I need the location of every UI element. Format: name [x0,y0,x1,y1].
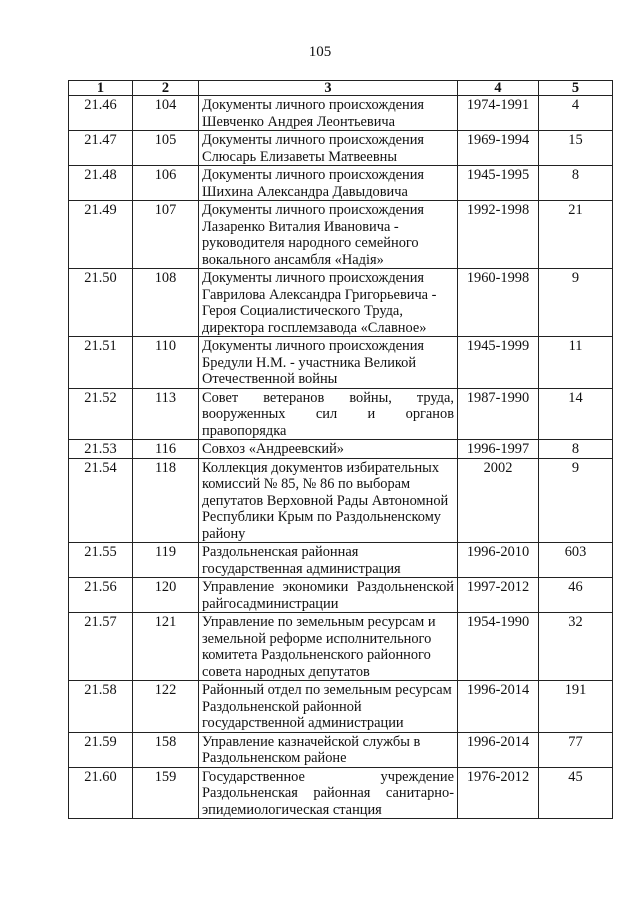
file-count: 11 [539,337,613,389]
fund-title: Коллекция документов избирательных комиссий № 85, № 86 по выборам депутатов Верховной Рады Автономной Республики Крым по Раздольненскому району [199,458,458,543]
table-row [69,767,613,819]
entry-number: 21.55 [69,543,133,578]
table-row [69,578,613,613]
entry-number: 21.50 [69,269,133,337]
entry-number: 21.58 [69,681,133,733]
entry-number: 21.54 [69,458,133,543]
fund-number: 118 [133,458,199,543]
entry-number: 21.57 [69,613,133,681]
fund-title: Управление экономики Раздольненской райгосадминистрации [199,578,458,613]
fund-title: Документы личного происхождения Шевченко Андрея Леонтьевича [199,96,458,131]
header-row [69,81,613,96]
fund-title: Управление по земельным ресурсам и земельной реформе исполнительного комитета Раздольненского районного совета народных депутатов [199,613,458,681]
file-count: 8 [539,166,613,201]
fund-number: 105 [133,131,199,166]
table-row [69,732,613,767]
entry-number: 21.52 [69,388,133,440]
table-row [69,440,613,459]
fund-title: Управление казначейской службы в Раздольненском районе [199,732,458,767]
fund-number: 122 [133,681,199,733]
date-range: 1960-1998 [458,269,539,337]
file-count: 9 [539,458,613,543]
table-body [69,96,613,819]
date-range: 1976-2012 [458,767,539,819]
fund-number: 113 [133,388,199,440]
archive-register-table [68,80,613,819]
file-count: 4 [539,96,613,131]
file-count: 8 [539,440,613,459]
date-range: 1996-2014 [458,681,539,733]
fund-number: 119 [133,543,199,578]
fund-title: Районный отдел по земельным ресурсам Раздольненской районной государственной администрации [199,681,458,733]
entry-number: 21.53 [69,440,133,459]
fund-title: Документы личного происхождения Шихина Александра Давыдовича [199,166,458,201]
date-range: 1974-1991 [458,96,539,131]
fund-number: 159 [133,767,199,819]
page-number: 105 [308,44,332,60]
column-header-5: 5 [539,81,613,96]
entry-number: 21.49 [69,201,133,269]
file-count: 32 [539,613,613,681]
entry-number: 21.51 [69,337,133,389]
table-row [69,201,613,269]
fund-number: 121 [133,613,199,681]
file-count: 14 [539,388,613,440]
entry-number: 21.46 [69,96,133,131]
date-range: 2002 [458,458,539,543]
fund-number: 116 [133,440,199,459]
entry-number: 21.48 [69,166,133,201]
column-header-4: 4 [458,81,539,96]
entry-number: 21.56 [69,578,133,613]
date-range: 1996-2014 [458,732,539,767]
fund-number: 120 [133,578,199,613]
fund-title: Документы личного происхождения Лазаренко Виталия Ивановича - руководителя народного семейного вокального ансамбля «Надія» [199,201,458,269]
fund-number: 106 [133,166,199,201]
table-row [69,96,613,131]
date-range: 1992-1998 [458,201,539,269]
table-row [69,166,613,201]
table-row [69,681,613,733]
table-row [69,337,613,389]
date-range: 1987-1990 [458,388,539,440]
entry-number: 21.59 [69,732,133,767]
table-row [69,388,613,440]
fund-title: Совхоз «Андреевский» [199,440,458,459]
table-row [69,543,613,578]
table-row [69,269,613,337]
date-range: 1969-1994 [458,131,539,166]
entry-number: 21.60 [69,767,133,819]
fund-title: Совет ветеранов войны, труда, вооруженных сил и органов правопорядка [199,388,458,440]
fund-number: 108 [133,269,199,337]
table-row [69,131,613,166]
fund-title: Документы личного происхождения Гаврилова Александра Григорьевича - Героя Социалистического Труда, директора госплемзавода «Славное» [199,269,458,337]
table-row [69,458,613,543]
file-count: 21 [539,201,613,269]
fund-title: Раздольненская районная государственная администрация [199,543,458,578]
date-range: 1945-1995 [458,166,539,201]
fund-number: 158 [133,732,199,767]
date-range: 1945-1999 [458,337,539,389]
file-count: 45 [539,767,613,819]
file-count: 603 [539,543,613,578]
date-range: 1954-1990 [458,613,539,681]
fund-title: Государственное учреждение Раздольненская районная санитарно-эпидемиологическая станция [199,767,458,819]
file-count: 15 [539,131,613,166]
date-range: 1996-1997 [458,440,539,459]
fund-number: 110 [133,337,199,389]
file-count: 191 [539,681,613,733]
date-range: 1997-2012 [458,578,539,613]
fund-number: 104 [133,96,199,131]
entry-number: 21.47 [69,131,133,166]
file-count: 77 [539,732,613,767]
fund-number: 107 [133,201,199,269]
column-header-1: 1 [69,81,133,96]
column-header-2: 2 [133,81,199,96]
date-range: 1996-2010 [458,543,539,578]
column-header-3: 3 [199,81,458,96]
file-count: 46 [539,578,613,613]
fund-title: Документы личного происхождения Бредули Н.М. - участника Великой Отечественной войны [199,337,458,389]
file-count: 9 [539,269,613,337]
fund-title: Документы личного происхождения Слюсарь Елизаветы Матвеевны [199,131,458,166]
table-row [69,613,613,681]
